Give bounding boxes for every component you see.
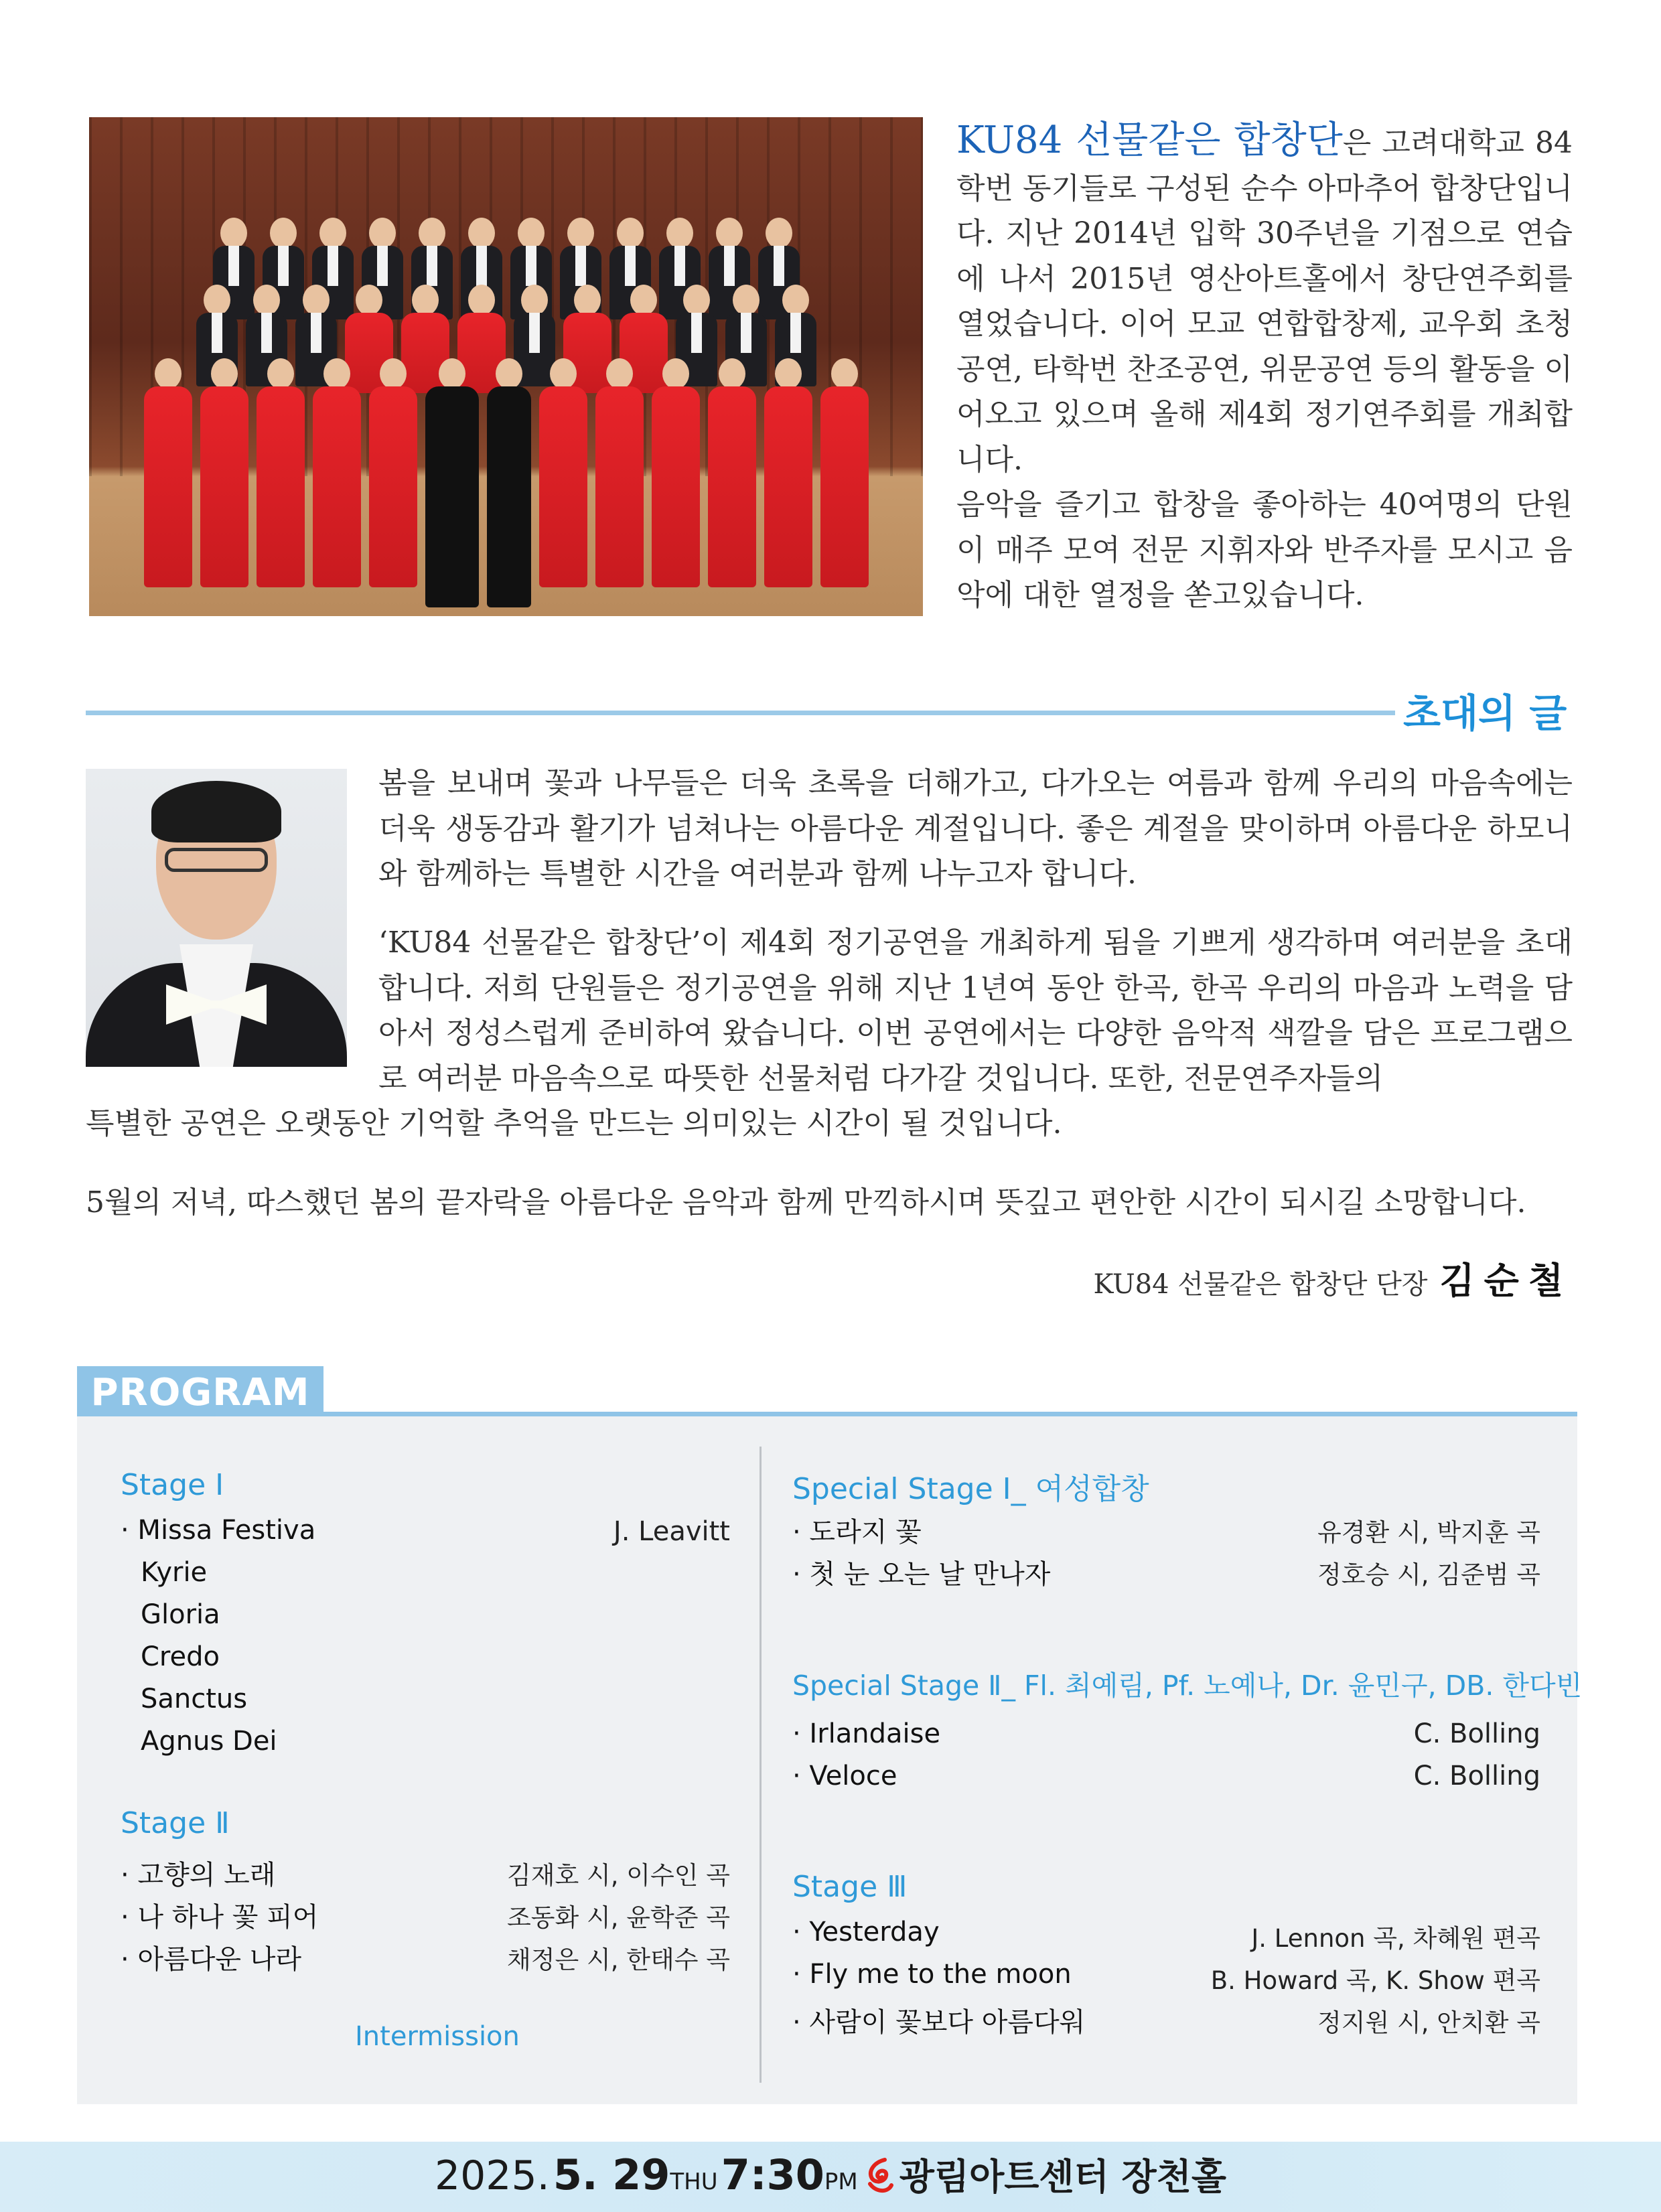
signature [1094,1252,1573,1304]
event-ampm: PM [824,2168,858,2195]
venue-logo-icon [865,2157,894,2195]
stage-3-item: · Fly me to the moon [792,1959,1072,1990]
special-stage-1-title: Special Stage Ⅰ_ 여성합창 [792,1472,1149,1506]
special-stage-1-item: · 첫 눈 오는 날 만나자 [792,1559,1051,1590]
stage-2-credit: 채정은 시, 한태수 곡 [507,1945,730,1974]
stage-3-credit: 정지원 시, 안치환 곡 [1317,2008,1540,2037]
stage-2-item: · 아름다운 나라 [121,1944,301,1975]
special-stage-1-credit: 유경환 시, 박지훈 곡 [1317,1518,1540,1547]
choir-name: KU84 선물같은 합창단 [956,119,1343,162]
event-info [0,2148,1661,2200]
stage-1-movement: Kyrie [141,1557,208,1588]
intro-paragraph-1 [956,118,1573,482]
stage-1-composer: J. Leavitt [613,1516,730,1547]
stage-2-credit: 조동화 시, 윤학준 곡 [507,1903,730,1932]
special-stage-1-item: · 도라지 꽃 [792,1517,922,1548]
program-rule [323,1412,1577,1416]
invitation-paragraph-2: ‘KU84 선물같은 합창단’이 제4회 정기공연을 개최하게 됨을 기쁘게 생각하며 여러분을 초대합니다. 저희 단원들은 정기공연을 위해 지난 1년여 동안 한곡, 한곡 우리의 마음과 노력을 담아서 정성스럽게 준비하여 왔습니다. 이번 공연에서는 다양한 음악적 색깔을 담은 프로그램으로 여러분 마음속으로 따뜻한 선물처럼 다가갈 것입니다. 또한, 전문연주자들의 [378,926,1573,1096]
signature-name: 김순철 [1439,1259,1573,1302]
invitation-heading: 초대의 글 [1403,690,1567,736]
stage-3-title: Stage Ⅲ [792,1870,908,1904]
stage-1-movement: Agnus Dei [141,1726,277,1757]
stage-3-item: · Yesterday [792,1917,940,1947]
special-stage-2-item: · Irlandaise [792,1718,941,1749]
program-heading: PROGRAM [77,1366,323,1416]
invitation-divider [86,711,1395,715]
event-date: 5. 29 [553,2150,670,2199]
stage-2-title: Stage Ⅱ [121,1806,230,1840]
stage-1-work: · Missa Festiva [121,1515,316,1546]
invitation-paragraph-1: 봄을 보내며 꽃과 나무들은 더욱 초록을 더해가고, 다가오는 여름과 함께 우리의 마음속에는 더욱 생동감과 활기가 넘쳐나는 아름다운 계절입니다. 좋은 계절을 맞이하며 아름다운 하모니와 함께하는 특별한 시간을 여러분과 함께 나누고자 합니다. [378,766,1573,891]
choir-photo [89,117,923,616]
special-stage-1-credit: 정호승 시, 김준범 곡 [1317,1560,1540,1589]
stage-1-movement: Credo [141,1641,220,1672]
stage-1-movement: Sanctus [141,1684,248,1714]
program-column-divider [760,1447,762,2083]
special-stage-2-credit: C. Bolling [1413,1718,1540,1749]
intermission-label: Intermission [355,2021,520,2052]
invitation-paragraph-2-continued: 특별한 공연은 오랫동안 기억할 추억을 만드는 의미있는 시간이 될 것입니다. [86,1106,1062,1140]
choir-introduction [956,118,1573,618]
stage-3-credit: J. Lennon 곡, 차혜원 편곡 [1251,1924,1540,1953]
invitation-paragraph-3: 5월의 저녁, 따스했던 봄의 끝자락을 아름다운 음악과 함께 만끽하시며 뜻깊고 편안한 시간이 되시길 소망합니다. [86,1185,1526,1220]
intro-text: 은 고려대학교 84학번 동기들로 구성된 순수 아마추어 합창단입니다. 지난 2014년 입학 30주년을 기점으로 연습에 나서 2015년 영산아트홀에서 창단연주회를 열었습니다. 이어 모교 연합합창제, 교우회 초청공연, 타학번 찬조공연, 위문공연 등의 활동을 이어오고 있으며 올해 제4회 정기연주회를 개최합니다. [956,126,1573,477]
stage-1-title: Stage Ⅰ [121,1468,224,1502]
event-year: 2025. [434,2152,550,2199]
event-time: 7:30 [721,2150,824,2199]
special-stage-2-credit: C. Bolling [1413,1761,1540,1791]
special-stage-2-title: Special Stage Ⅱ_ Fl. 최예림, Pf. 노예나, Dr. 윤민구, DB. 한다빈 [792,1670,1583,1702]
special-stage-2-item: · Veloce [792,1761,897,1791]
director-portrait [86,769,347,1067]
stage-1-movement: Gloria [141,1599,220,1630]
choir-front-row [89,358,923,607]
stage-3-credit: B. Howard 곡, K. Show 편곡 [1210,1966,1540,1995]
event-day: THU [670,2168,718,2195]
event-venue: 광림아트센터 장천홀 [899,2156,1227,2198]
signature-title: KU84 선물같은 합창단 단장 [1093,1269,1428,1300]
stage-2-item: · 고향의 노래 [121,1860,276,1891]
stage-3-item: · 사람이 꽃보다 아름다워 [792,2007,1086,2038]
stage-2-credit: 김재호 시, 이수인 곡 [507,1861,730,1890]
stage-2-item: · 나 하나 꽃 피어 [121,1902,319,1933]
intro-paragraph-2: 음악을 즐기고 합창을 좋아하는 40여명의 단원이 매주 모여 전문 지휘자와 반주자를 모시고 음악에 대한 열정을 쏟고있습니다. [956,488,1573,612]
